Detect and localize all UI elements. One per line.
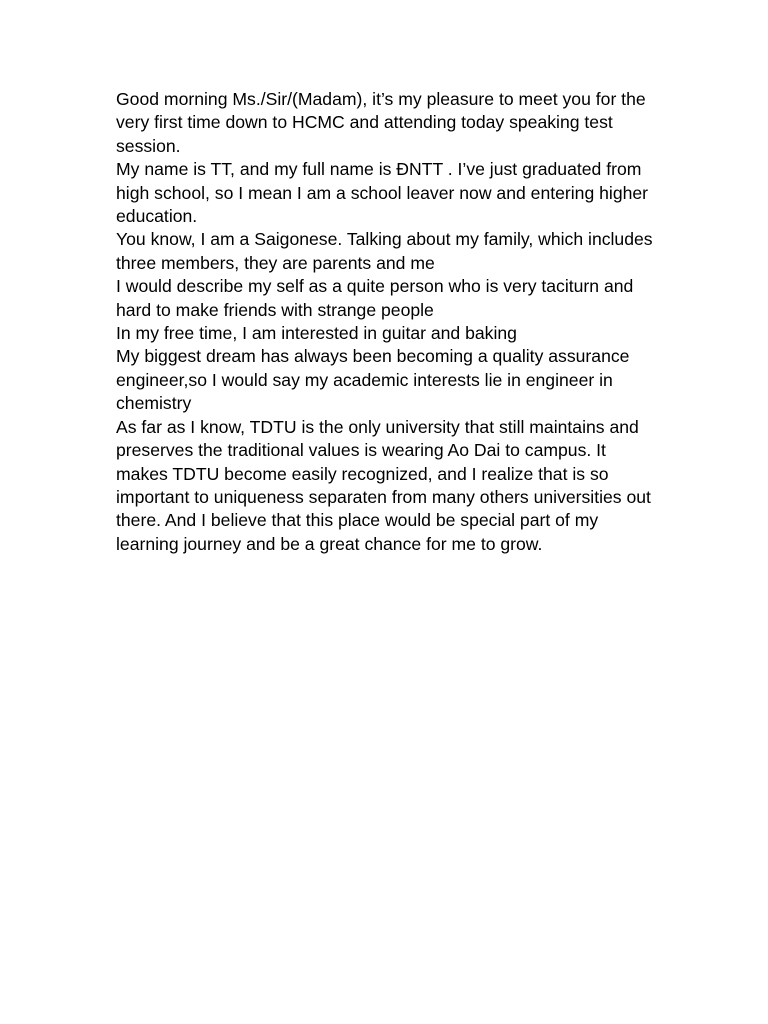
paragraph-greeting: Good morning Ms./Sir/(Madam), it’s my pleasure to meet you for the very first time down to HCMC and attending today speaking test session. [116, 89, 646, 156]
paragraph-personality: I would describe my self as a quite person who is very taciturn and hard to make friends with strange people [116, 276, 634, 320]
paragraph-dream: My biggest dream has always been becoming a quality assurance engineer,so I would say my academic interests lie in engineer in chemistry [116, 346, 630, 414]
paragraph-university: As far as I know, TDTU is the only university that still maintains and preserves the traditional values is wearing Ao Dai to campus. It makes TDTU become easily recognized, and I realize that is so important to uniqueness separaten from many others universities out there. And I believe that this place would be special part of my learning journey and be a great chance for me to grow. [116, 416, 651, 554]
paragraph-hobbies: In my free time, I am interested in guitar and baking [116, 323, 517, 344]
paragraph-name: My name is TT, and my full name is ĐNTT . I’ve just graduated from high school, so I mean I am a school leaver now and entering higher education. [116, 159, 649, 227]
document-body [116, 88, 661, 556]
paragraph-family: You know, I am a Saigonese. Talking about my family, which includes three members, they are parents and me [116, 229, 653, 273]
